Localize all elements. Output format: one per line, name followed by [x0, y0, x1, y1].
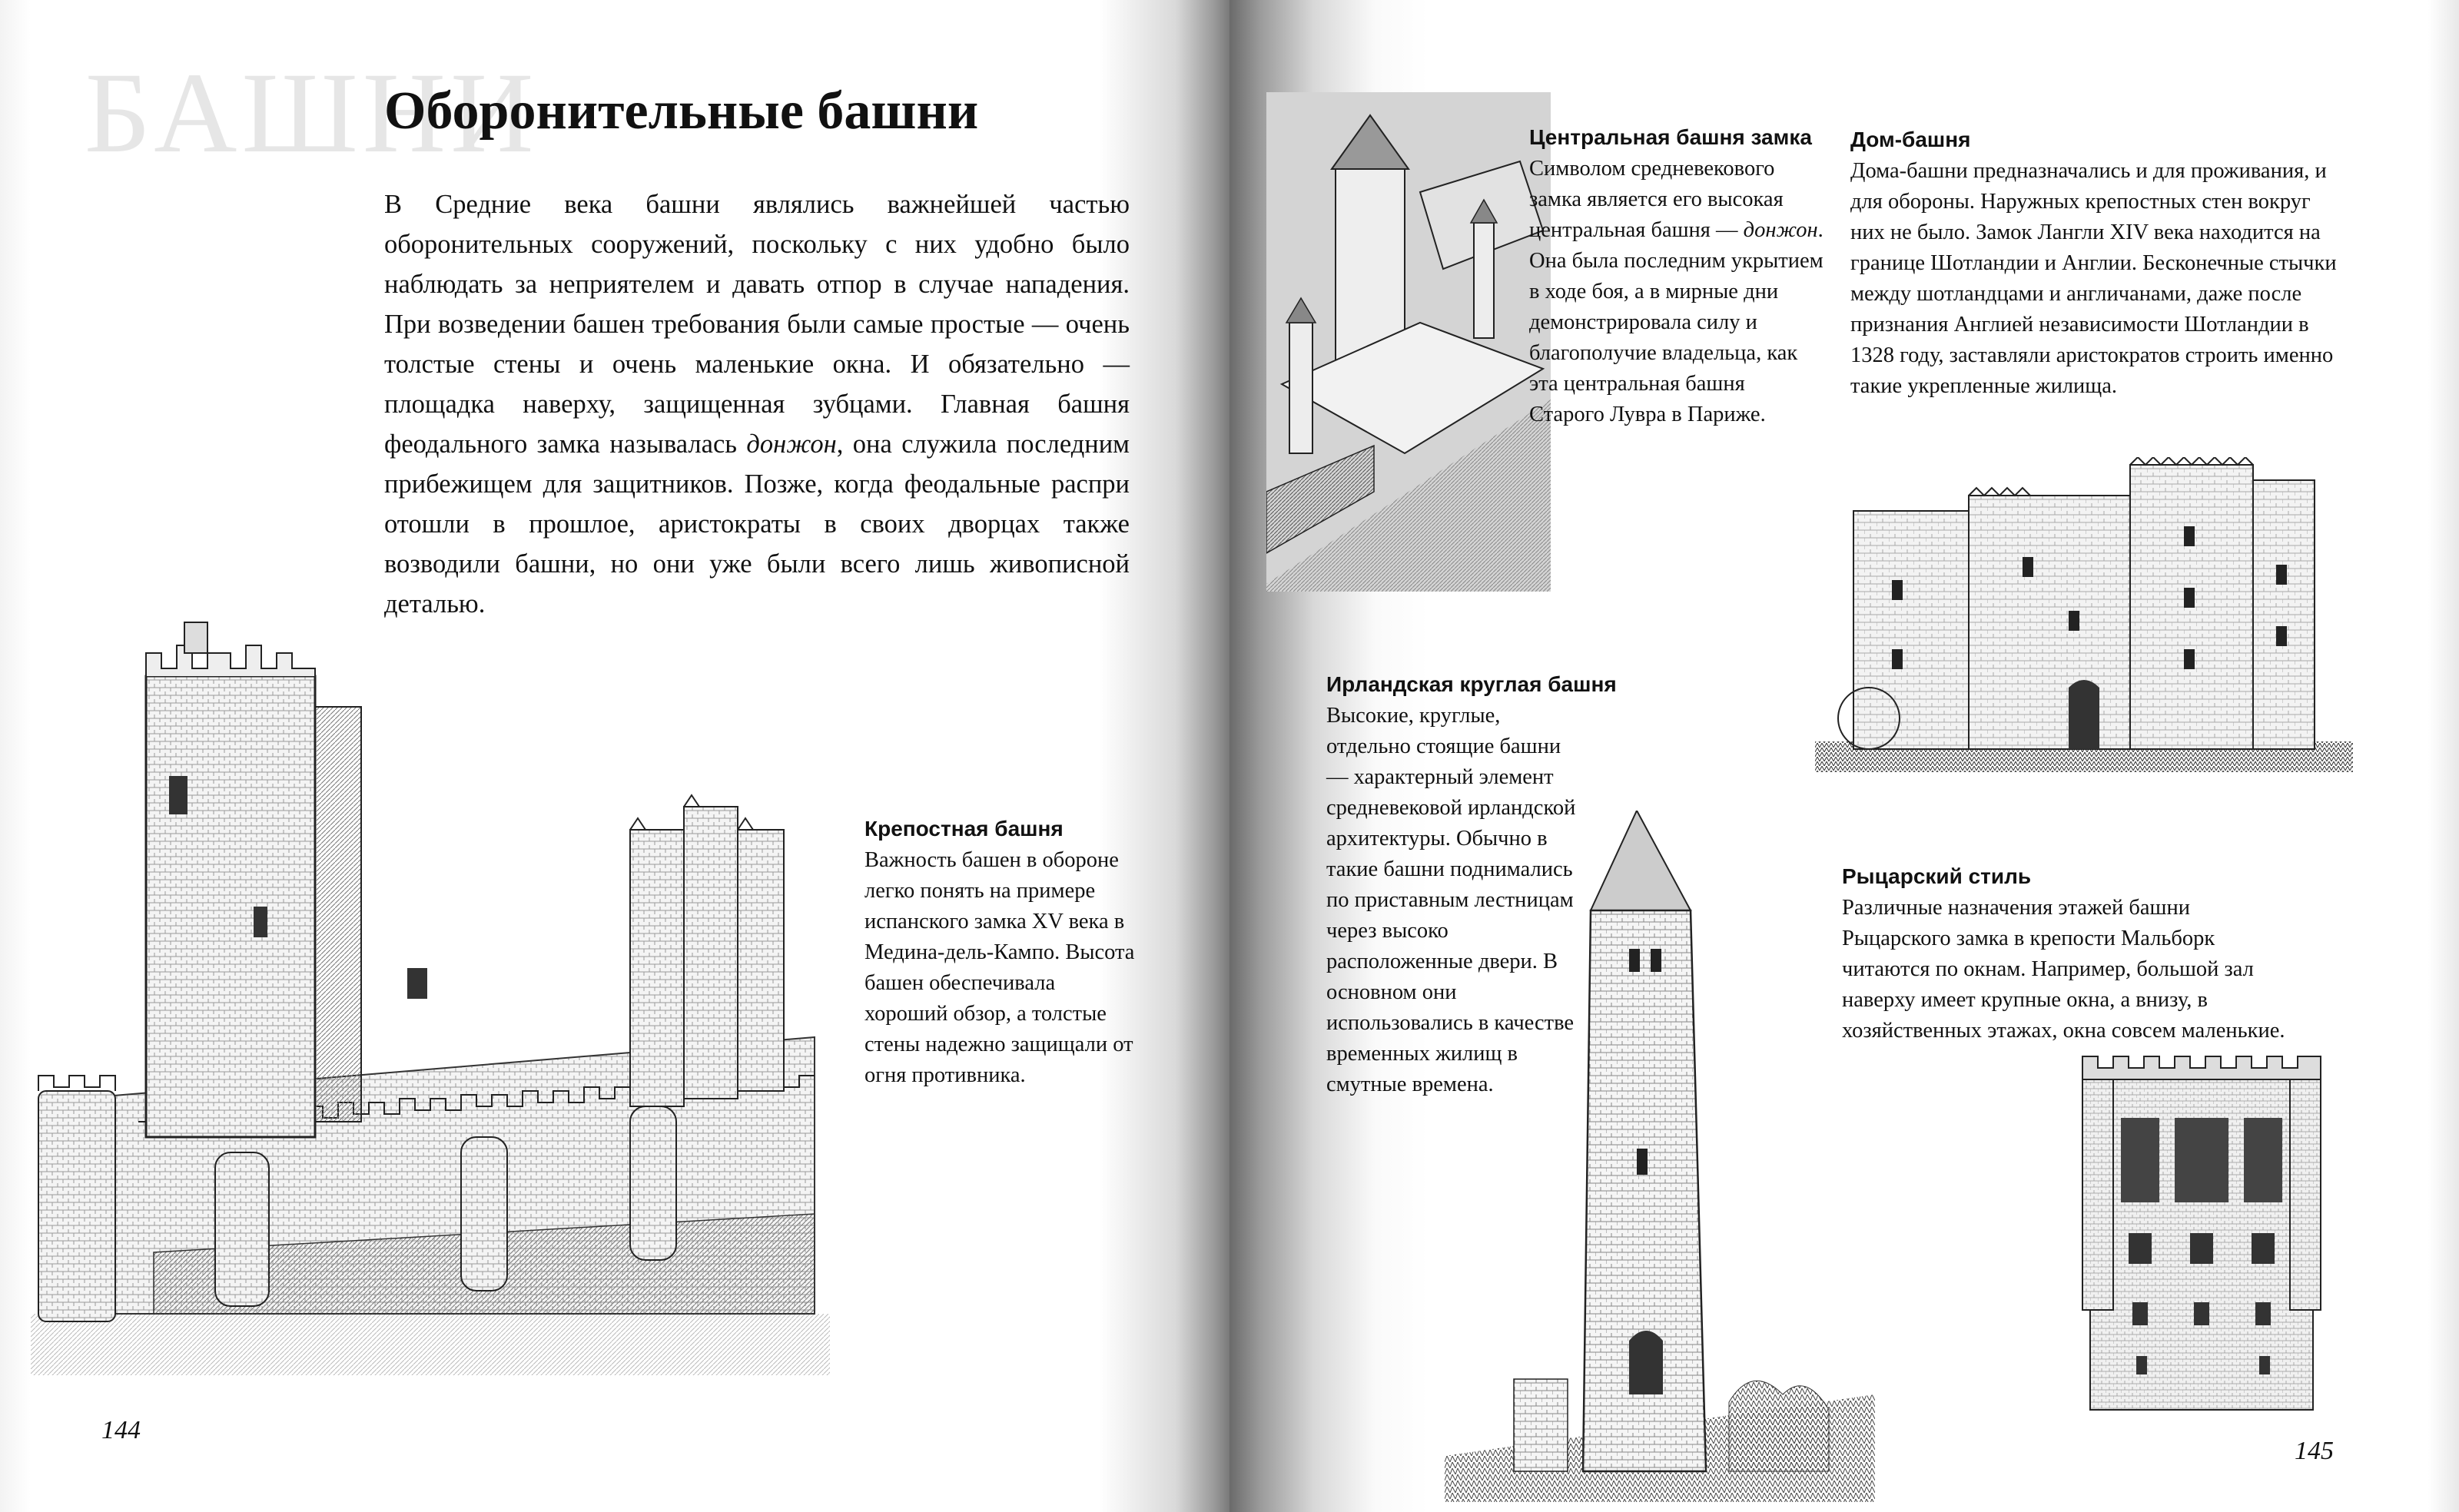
page-number-right: 145	[2295, 1437, 2334, 1465]
house-tower-caption	[1850, 125, 2338, 402]
malbork-tower-illustration	[2075, 1049, 2328, 1418]
knight-style-heading: Рыцарский стиль	[1842, 864, 2032, 888]
house-tower-heading: Дом-башня	[1850, 128, 1971, 151]
page-title: Оборонительные башни	[384, 81, 979, 141]
section-watermark-word: БАШНИ	[85, 49, 539, 177]
page-number-left: 144	[101, 1416, 141, 1444]
central-tower-text: Символом средневекового замка является его высокая центральная башня — донжон. Она была последним укрытием в ходе боя, а в мирные дни демонстрировала силу и благополучие владельца, как эта центральная башня Старого Лувра в Париже.	[1529, 157, 1824, 426]
irish-tower-heading: Ирландская круглая башня	[1326, 672, 1617, 696]
langley-castle-illustration	[1815, 457, 2353, 780]
term-donjon-2: донжон	[1743, 218, 1818, 242]
irish-tower-text: Высокие, круглые, отдельно стоящие башни — характерный элемент средневековой ирландской архитектуры. Обычно в такие башни поднимались по приставным лестницам через высоко расположенные двери. В основном они использовались в качестве временных жилищ в смутные времена.	[1326, 704, 1576, 1096]
louvre-illustration	[1266, 92, 1551, 592]
castle-illustration	[31, 599, 830, 1375]
house-tower-text: Дома-башни предназначались и для проживания, и для обороны. Наружных крепостных стен вокруг них не было. Замок Лангли XIV века находится на границе Шотландии и Англии. Бесконечные стычки между шотландцами и англичанами, даже после признания Англией независимости Шотландии в 1328 году, заставляли аристократов строить именно такие укрепленные жилища.	[1850, 159, 2337, 398]
knight-style-caption	[1842, 862, 2303, 1046]
fortress-tower-caption	[864, 814, 1141, 1091]
fortress-tower-heading: Крепостная башня	[864, 817, 1064, 841]
intro-paragraph: В Средние века башни являлись важнейшей частью оборонительных сооружений, поскольку с них удобно было наблюдать за неприятелем и давать отпор в случае нападения. При возведении башен требования были самые простые — очень толстые стены и очень маленькие окна. И обязательно — площадка наверху, защищенная зубцами. Главная башня феодального замка называлась донжон, она служила последним прибежищем для защитников. Позже, когда феодальные распри отошли в прошлое, аристократы в своих дворцах также возводили башни, но они уже были всего лишь живописной деталью.	[384, 190, 1130, 618]
right-page	[1230, 0, 2459, 1512]
central-tower-caption	[1529, 123, 1825, 430]
term-donjon: донжон	[746, 429, 837, 459]
fortress-tower-text: Важность башен в обороне легко понять на примере испанского замка XV века в Медина-дель-Кампо. Высота башен обеспечивала хороший обзор, а толстые стены надежно защищали от огня противника.	[864, 848, 1135, 1087]
knight-style-text: Различные назначения этажей башни Рыцарского замка в крепости Мальборк читаются по окнам. Например, большой зал наверху имеет крупные окна, а внизу, в хозяйственных этажах, окна совсем маленькие.	[1842, 896, 2285, 1043]
central-tower-heading: Центральная башня замка	[1529, 125, 1812, 149]
irish-round-tower-illustration	[1445, 811, 1875, 1502]
